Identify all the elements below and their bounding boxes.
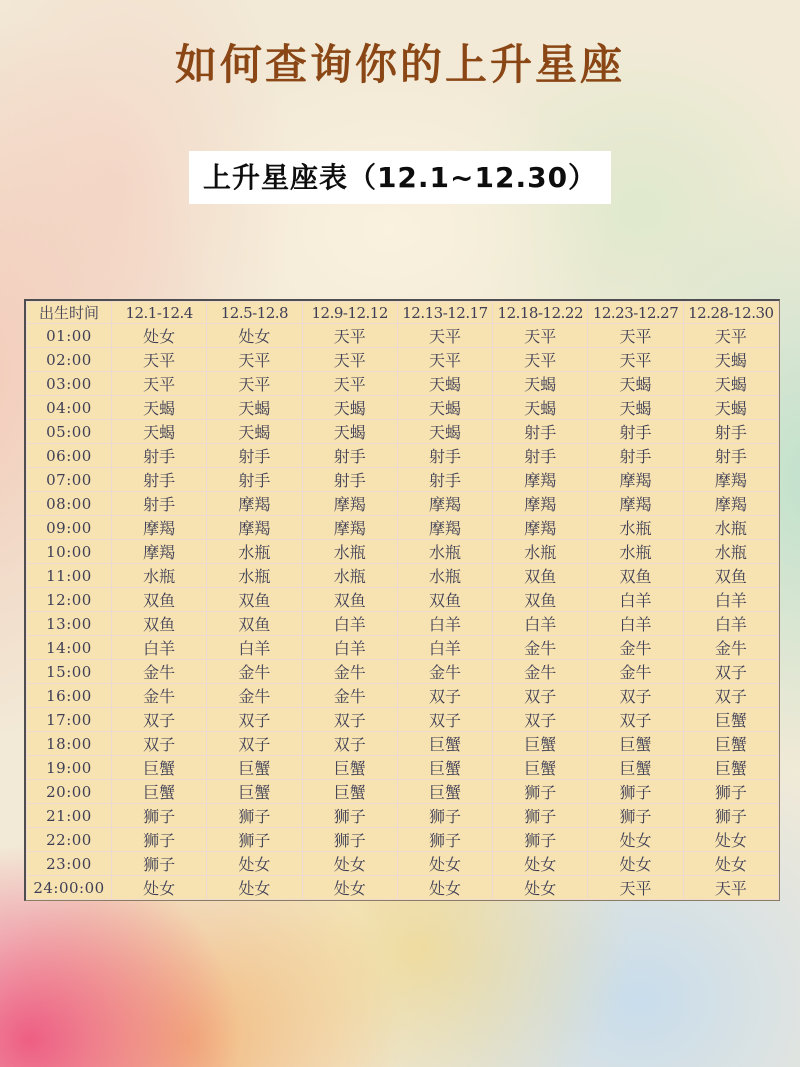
- table-row: [27, 684, 779, 708]
- table-head: [27, 302, 779, 324]
- zodiac-cell: 金牛: [493, 660, 588, 684]
- zodiac-cell: 射手: [302, 468, 397, 492]
- zodiac-cell: 摩羯: [493, 468, 588, 492]
- zodiac-cell: 水瓶: [112, 564, 207, 588]
- zodiac-cell: 巨蟹: [207, 780, 302, 804]
- zodiac-cell: 天平: [112, 348, 207, 372]
- zodiac-cell: 天蝎: [302, 420, 397, 444]
- zodiac-cell: 射手: [683, 444, 778, 468]
- zodiac-cell: 白羊: [302, 636, 397, 660]
- birth-time-cell: 11:00: [27, 564, 112, 588]
- zodiac-cell: 狮子: [588, 780, 683, 804]
- table-row: [27, 420, 779, 444]
- zodiac-cell: 双鱼: [588, 564, 683, 588]
- zodiac-cell: 狮子: [112, 804, 207, 828]
- zodiac-cell: 射手: [112, 468, 207, 492]
- zodiac-cell: 处女: [683, 828, 778, 852]
- zodiac-cell: 摩羯: [683, 492, 778, 516]
- zodiac-cell: 天蝎: [397, 420, 492, 444]
- table-row: [27, 348, 779, 372]
- zodiac-cell: 双子: [683, 660, 778, 684]
- zodiac-cell: 处女: [207, 876, 302, 900]
- birth-time-cell: 22:00: [27, 828, 112, 852]
- zodiac-cell: 处女: [207, 324, 302, 348]
- zodiac-cell: 天平: [588, 876, 683, 900]
- zodiac-cell: 天蝎: [397, 372, 492, 396]
- table-row: [27, 516, 779, 540]
- zodiac-cell: 双鱼: [683, 564, 778, 588]
- zodiac-cell: 白羊: [397, 612, 492, 636]
- zodiac-cell: 白羊: [207, 636, 302, 660]
- zodiac-cell: 处女: [493, 852, 588, 876]
- table-row: [27, 444, 779, 468]
- zodiac-cell: 巨蟹: [397, 780, 492, 804]
- zodiac-cell: 天平: [397, 348, 492, 372]
- zodiac-cell: 巨蟹: [302, 780, 397, 804]
- zodiac-cell: 天蝎: [207, 396, 302, 420]
- date-range-header: 12.18-12.22: [493, 302, 588, 324]
- zodiac-cell: 狮子: [683, 804, 778, 828]
- zodiac-cell: 白羊: [683, 588, 778, 612]
- zodiac-cell: 摩羯: [397, 492, 492, 516]
- zodiac-cell: 金牛: [207, 660, 302, 684]
- date-range-header: 12.1-12.4: [112, 302, 207, 324]
- birth-time-cell: 13:00: [27, 612, 112, 636]
- birth-time-cell: 04:00: [27, 396, 112, 420]
- birth-time-cell: 20:00: [27, 780, 112, 804]
- zodiac-cell: 水瓶: [397, 540, 492, 564]
- zodiac-cell: 水瓶: [493, 540, 588, 564]
- zodiac-cell: 摩羯: [207, 516, 302, 540]
- zodiac-cell: 射手: [112, 444, 207, 468]
- zodiac-cell: 双鱼: [397, 588, 492, 612]
- zodiac-cell: 摩羯: [397, 516, 492, 540]
- zodiac-cell: 天平: [302, 372, 397, 396]
- zodiac-cell: 处女: [493, 876, 588, 900]
- zodiac-cell: 金牛: [397, 660, 492, 684]
- zodiac-cell: 摩羯: [588, 468, 683, 492]
- zodiac-cell: 射手: [493, 444, 588, 468]
- zodiac-cell: 狮子: [588, 804, 683, 828]
- page-title: 如何查询你的上升星座: [174, 40, 625, 89]
- birth-time-cell: 03:00: [27, 372, 112, 396]
- table-row: [27, 468, 779, 492]
- date-range-header: 12.13-12.17: [397, 302, 492, 324]
- zodiac-cell: 双子: [302, 732, 397, 756]
- rising-sign-table: [26, 301, 779, 900]
- zodiac-cell: 天蝎: [112, 396, 207, 420]
- zodiac-cell: 巨蟹: [588, 732, 683, 756]
- zodiac-cell: 巨蟹: [493, 756, 588, 780]
- table-row: [27, 660, 779, 684]
- table-row: [27, 492, 779, 516]
- zodiac-cell: 金牛: [683, 636, 778, 660]
- zodiac-cell: 双子: [588, 684, 683, 708]
- zodiac-cell: 天平: [302, 324, 397, 348]
- zodiac-cell: 狮子: [207, 804, 302, 828]
- zodiac-cell: 水瓶: [207, 540, 302, 564]
- zodiac-cell: 射手: [683, 420, 778, 444]
- zodiac-cell: 处女: [302, 876, 397, 900]
- zodiac-cell: 处女: [112, 324, 207, 348]
- zodiac-cell: 金牛: [112, 684, 207, 708]
- zodiac-cell: 狮子: [493, 828, 588, 852]
- zodiac-cell: 双鱼: [302, 588, 397, 612]
- zodiac-cell: 天平: [397, 324, 492, 348]
- table-row: [27, 612, 779, 636]
- zodiac-cell: 狮子: [397, 828, 492, 852]
- birth-time-cell: 19:00: [27, 756, 112, 780]
- birth-time-cell: 18:00: [27, 732, 112, 756]
- zodiac-cell: 水瓶: [207, 564, 302, 588]
- zodiac-cell: 天平: [493, 348, 588, 372]
- zodiac-cell: 射手: [207, 468, 302, 492]
- zodiac-cell: 巨蟹: [207, 756, 302, 780]
- subtitle-row: [0, 151, 800, 204]
- zodiac-cell: 白羊: [302, 612, 397, 636]
- table-row: [27, 540, 779, 564]
- birth-time-cell: 10:00: [27, 540, 112, 564]
- birth-time-cell: 07:00: [27, 468, 112, 492]
- zodiac-cell: 金牛: [588, 660, 683, 684]
- zodiac-cell: 巨蟹: [683, 708, 778, 732]
- birth-time-cell: 02:00: [27, 348, 112, 372]
- table-row: [27, 372, 779, 396]
- zodiac-cell: 狮子: [397, 804, 492, 828]
- table-row: [27, 588, 779, 612]
- zodiac-cell: 双鱼: [493, 588, 588, 612]
- zodiac-cell: 巨蟹: [397, 732, 492, 756]
- zodiac-cell: 白羊: [112, 636, 207, 660]
- birth-time-cell: 23:00: [27, 852, 112, 876]
- zodiac-cell: 水瓶: [397, 564, 492, 588]
- zodiac-cell: 天平: [207, 348, 302, 372]
- table-row: [27, 780, 779, 804]
- zodiac-cell: 双鱼: [112, 612, 207, 636]
- zodiac-cell: 双子: [683, 684, 778, 708]
- zodiac-cell: 巨蟹: [302, 756, 397, 780]
- date-range-header: 12.28-12.30: [683, 302, 778, 324]
- zodiac-cell: 水瓶: [683, 516, 778, 540]
- zodiac-cell: 射手: [397, 468, 492, 492]
- zodiac-cell: 水瓶: [302, 564, 397, 588]
- birth-time-cell: 05:00: [27, 420, 112, 444]
- zodiac-cell: 双鱼: [207, 588, 302, 612]
- zodiac-cell: 处女: [588, 828, 683, 852]
- zodiac-cell: 处女: [588, 852, 683, 876]
- zodiac-cell: 巨蟹: [112, 756, 207, 780]
- zodiac-cell: 天平: [588, 324, 683, 348]
- zodiac-cell: 天平: [112, 372, 207, 396]
- zodiac-cell: 白羊: [397, 636, 492, 660]
- birth-time-cell: 14:00: [27, 636, 112, 660]
- zodiac-cell: 金牛: [302, 684, 397, 708]
- zodiac-cell: 金牛: [588, 636, 683, 660]
- zodiac-cell: 白羊: [683, 612, 778, 636]
- birth-time-cell: 16:00: [27, 684, 112, 708]
- zodiac-cell: 双子: [112, 732, 207, 756]
- birth-time-cell: 09:00: [27, 516, 112, 540]
- zodiac-cell: 金牛: [302, 660, 397, 684]
- zodiac-cell: 天蝎: [112, 420, 207, 444]
- zodiac-cell: 天蝎: [493, 372, 588, 396]
- zodiac-cell: 摩羯: [112, 540, 207, 564]
- zodiac-cell: 摩羯: [302, 516, 397, 540]
- zodiac-cell: 射手: [302, 444, 397, 468]
- zodiac-cell: 摩羯: [302, 492, 397, 516]
- zodiac-cell: 水瓶: [588, 516, 683, 540]
- zodiac-cell: 水瓶: [302, 540, 397, 564]
- zodiac-cell: 狮子: [112, 828, 207, 852]
- zodiac-cell: 双子: [112, 708, 207, 732]
- zodiac-cell: 天蝎: [683, 372, 778, 396]
- table-row: [27, 804, 779, 828]
- table-row: [27, 876, 779, 900]
- birth-time-header: 出生时间: [27, 302, 112, 324]
- zodiac-cell: 双子: [588, 708, 683, 732]
- zodiac-cell: 双鱼: [493, 564, 588, 588]
- zodiac-cell: 双鱼: [112, 588, 207, 612]
- zodiac-cell: 摩羯: [493, 492, 588, 516]
- birth-time-cell: 15:00: [27, 660, 112, 684]
- zodiac-cell: 水瓶: [683, 540, 778, 564]
- zodiac-cell: 水瓶: [588, 540, 683, 564]
- zodiac-cell: 双子: [493, 684, 588, 708]
- birth-time-cell: 06:00: [27, 444, 112, 468]
- zodiac-cell: 天蝎: [588, 372, 683, 396]
- birth-time-cell: 21:00: [27, 804, 112, 828]
- date-range-header: 12.23-12.27: [588, 302, 683, 324]
- zodiac-cell: 金牛: [207, 684, 302, 708]
- zodiac-cell: 狮子: [302, 828, 397, 852]
- table-row: [27, 396, 779, 420]
- birth-time-cell: 24:00:00: [27, 876, 112, 900]
- zodiac-cell: 天蝎: [302, 396, 397, 420]
- zodiac-cell: 摩羯: [588, 492, 683, 516]
- table-body: [27, 324, 779, 900]
- table-row: [27, 564, 779, 588]
- birth-time-cell: 01:00: [27, 324, 112, 348]
- zodiac-cell: 狮子: [302, 804, 397, 828]
- zodiac-cell: 狮子: [493, 804, 588, 828]
- zodiac-cell: 摩羯: [683, 468, 778, 492]
- table-row: [27, 852, 779, 876]
- zodiac-cell: 天平: [683, 876, 778, 900]
- zodiac-cell: 狮子: [112, 852, 207, 876]
- zodiac-cell: 天平: [207, 372, 302, 396]
- birth-time-cell: 17:00: [27, 708, 112, 732]
- zodiac-cell: 处女: [207, 852, 302, 876]
- zodiac-cell: 处女: [397, 876, 492, 900]
- zodiac-cell: 双鱼: [207, 612, 302, 636]
- zodiac-cell: 天平: [683, 324, 778, 348]
- zodiac-cell: 摩羯: [112, 516, 207, 540]
- zodiac-cell: 巨蟹: [683, 756, 778, 780]
- rising-sign-table-wrap: [24, 299, 780, 901]
- zodiac-cell: 射手: [397, 444, 492, 468]
- zodiac-cell: 射手: [207, 444, 302, 468]
- zodiac-cell: 处女: [683, 852, 778, 876]
- table-row: [27, 324, 779, 348]
- zodiac-cell: 双子: [207, 732, 302, 756]
- zodiac-cell: 摩羯: [207, 492, 302, 516]
- zodiac-cell: 处女: [397, 852, 492, 876]
- zodiac-cell: 巨蟹: [588, 756, 683, 780]
- zodiac-cell: 射手: [588, 444, 683, 468]
- date-range-header: 12.5-12.8: [207, 302, 302, 324]
- zodiac-cell: 金牛: [493, 636, 588, 660]
- table-row: [27, 756, 779, 780]
- zodiac-cell: 白羊: [493, 612, 588, 636]
- zodiac-cell: 狮子: [683, 780, 778, 804]
- zodiac-cell: 天平: [588, 348, 683, 372]
- table-row: [27, 828, 779, 852]
- table-row: [27, 708, 779, 732]
- zodiac-cell: 白羊: [588, 588, 683, 612]
- birth-time-cell: 08:00: [27, 492, 112, 516]
- zodiac-cell: 双子: [302, 708, 397, 732]
- subtitle: 上升星座表（12.1~12.30）: [189, 151, 611, 204]
- zodiac-cell: 摩羯: [493, 516, 588, 540]
- zodiac-cell: 天蝎: [207, 420, 302, 444]
- zodiac-cell: 双子: [397, 708, 492, 732]
- zodiac-cell: 天蝎: [683, 348, 778, 372]
- zodiac-cell: 金牛: [112, 660, 207, 684]
- zodiac-cell: 狮子: [493, 780, 588, 804]
- zodiac-cell: 天蝎: [397, 396, 492, 420]
- zodiac-cell: 巨蟹: [397, 756, 492, 780]
- zodiac-cell: 双子: [493, 708, 588, 732]
- zodiac-cell: 狮子: [207, 828, 302, 852]
- zodiac-cell: 天平: [302, 348, 397, 372]
- zodiac-cell: 天蝎: [493, 396, 588, 420]
- zodiac-cell: 天平: [493, 324, 588, 348]
- zodiac-cell: 白羊: [588, 612, 683, 636]
- date-range-header: 12.9-12.12: [302, 302, 397, 324]
- zodiac-cell: 天蝎: [683, 396, 778, 420]
- birth-time-cell: 12:00: [27, 588, 112, 612]
- zodiac-cell: 射手: [493, 420, 588, 444]
- zodiac-cell: 巨蟹: [493, 732, 588, 756]
- table-header-row: [27, 302, 779, 324]
- zodiac-cell: 双子: [207, 708, 302, 732]
- zodiac-cell: 射手: [588, 420, 683, 444]
- zodiac-cell: 处女: [302, 852, 397, 876]
- zodiac-cell: 巨蟹: [112, 780, 207, 804]
- table-row: [27, 732, 779, 756]
- table-row: [27, 636, 779, 660]
- zodiac-cell: 射手: [112, 492, 207, 516]
- zodiac-cell: 双子: [397, 684, 492, 708]
- zodiac-cell: 巨蟹: [683, 732, 778, 756]
- zodiac-cell: 处女: [112, 876, 207, 900]
- zodiac-cell: 天蝎: [588, 396, 683, 420]
